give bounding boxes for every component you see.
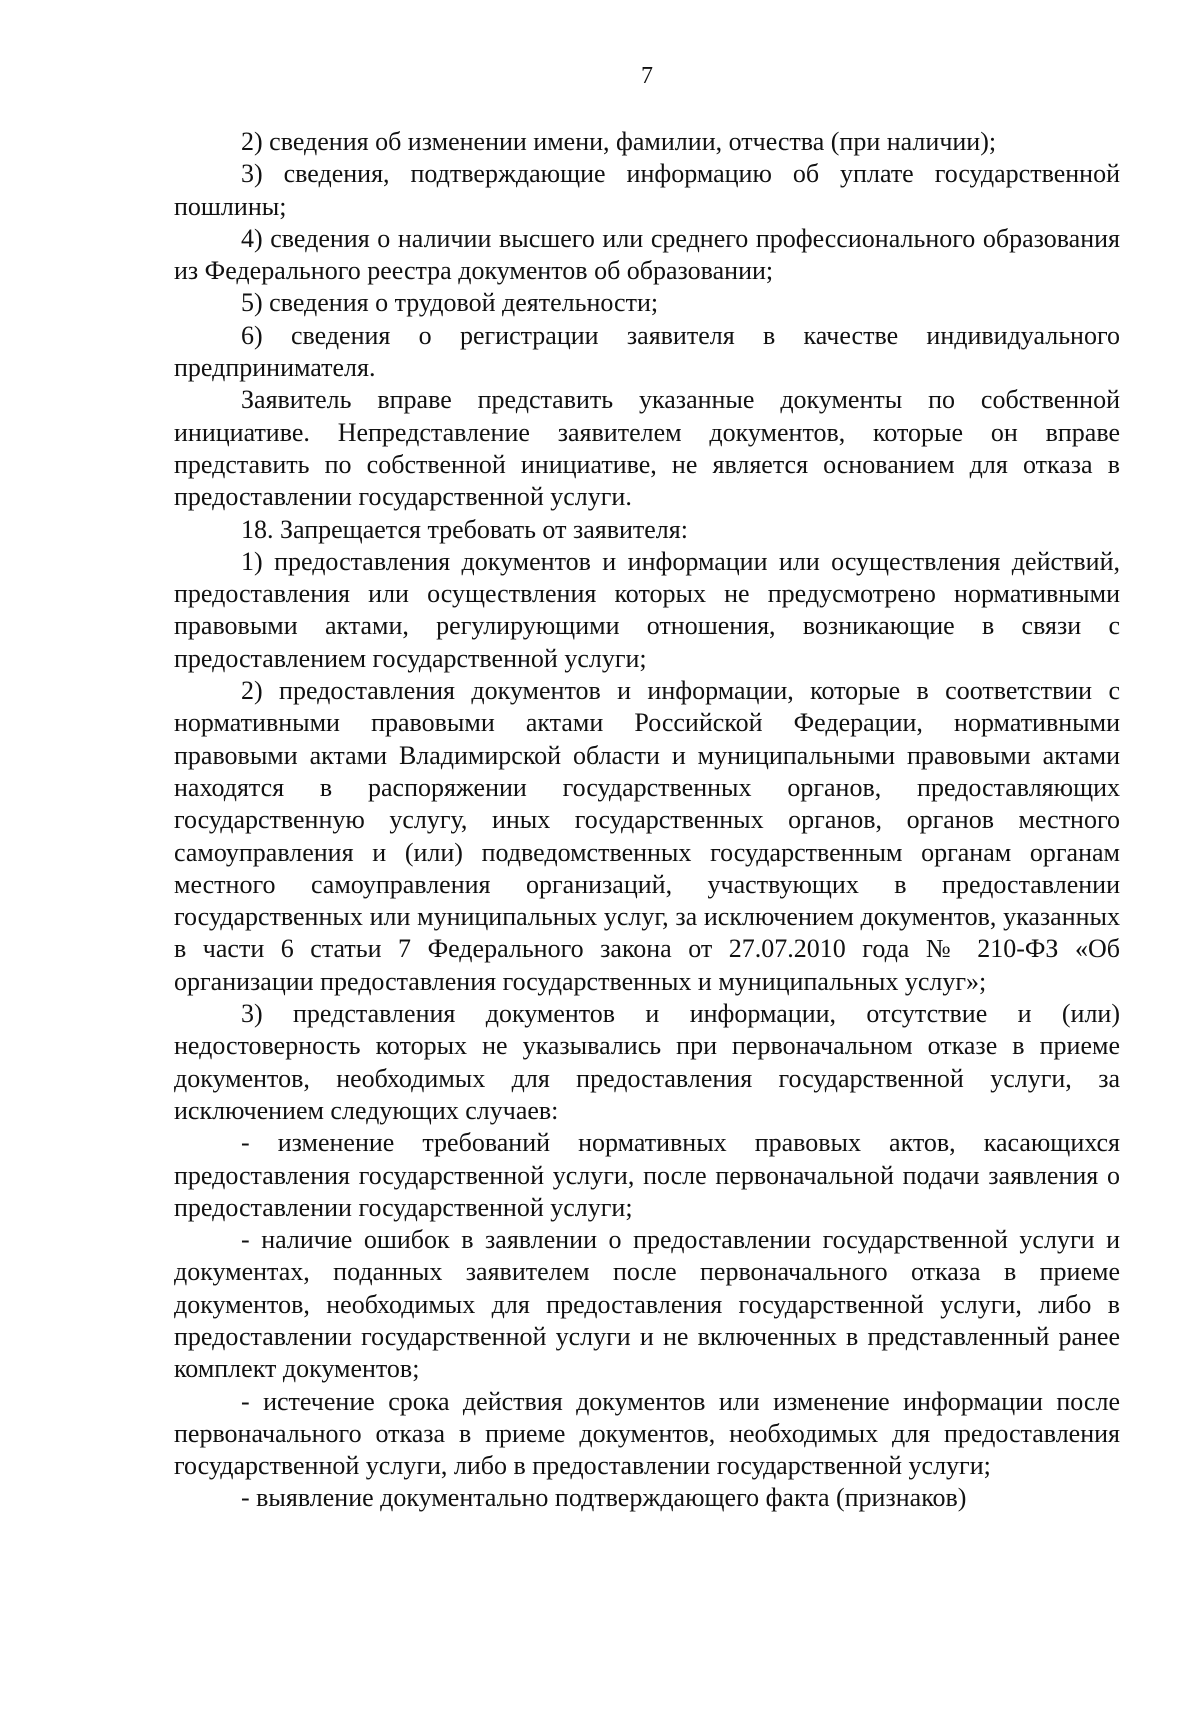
paragraph-exception-1: - изменение требований нормативных правовых актов, касающихся предоставления государственной услуги, после первоначальной подачи заявления о предоставлении государственной услуги;: [174, 1128, 1120, 1222]
paragraph-exception-3: - истечение срока действия документов или изменение информации после первоначального отказа в приеме документов, необходимых для предоставления государственной услуги, либо в предоставлении государственной услуги;: [174, 1386, 1120, 1481]
paragraph-item-5: 5) сведения о трудовой деятельности;: [241, 288, 659, 318]
document-page: [174, 60, 1120, 1515]
paragraph-item-6: 6) сведения о регистрации заявителя в качестве индивидуального предпринимателя.: [174, 320, 1120, 383]
paragraph-exception-2: - наличие ошибок в заявлении о предоставлении государственной услуги и документах, поданных заявителем после первоначального отказа в приеме документов, необходимых для предоставления государственной услуги, либо в предоставлении государственной услуги и не включенных в представленный ранее комплект документов;: [174, 1225, 1120, 1384]
paragraph-exception-4: - выявление документально подтверждающего факта (признаков): [241, 1483, 967, 1513]
paragraph-prohibition-2: 2) предоставления документов и информации, которые в соответствии с нормативными правовыми актами Российской Федерации, нормативными правовыми актами Владимирской области и муниципальными правовыми актами находятся в распоряжении государственных органов, предоставляющих государственную услугу, иных государственных органов, органов местного самоуправления и (или) подведомственных государственным органам органам местного самоуправления организаций, участвующих в предоставлении государственных или муниципальных услуг, за исключением документов, указанных в части 6 статьи 7 Федерального закона от 27.07.2010 года № 210-ФЗ «Об организации предоставления государственных и муниципальных услуг»;: [174, 676, 1120, 996]
paragraph-item-3: 3) сведения, подтверждающие информацию об уплате государственной пошлины;: [174, 159, 1120, 221]
page-number: 7: [641, 63, 653, 89]
paragraph-applicant-right: Заявитель вправе представить указанные документы по собственной инициативе. Непредставление заявителем документов, которые он вправе представить по собственной инициативе, не является основанием для отказа в предоставлении государственной услуги.: [174, 385, 1120, 512]
paragraph-section-18: 18. Запрещается требовать от заявителя:: [241, 514, 688, 544]
paragraph-item-2: 2) сведения об изменении имени, фамилии, отчества (при наличии);: [241, 127, 997, 156]
paragraph-item-4: 4) сведения о наличии высшего или среднего профессионального образования из Федерального реестра документов об образовании;: [174, 223, 1120, 286]
paragraph-prohibition-1: 1) предоставления документов и информации или осуществления действий, предоставления или осуществления которых не предусмотрено нормативными правовыми актами, регулирующими отношения, возникающие в связи с предоставлением государственной услуги;: [174, 546, 1120, 673]
paragraph-prohibition-3: 3) представления документов и информации, отсутствие и (или) недостоверность которых не указывались при первоначальном отказе в приеме документов, необходимых для предоставления государственной услуги, за исключением следующих случаев:: [174, 999, 1120, 1125]
